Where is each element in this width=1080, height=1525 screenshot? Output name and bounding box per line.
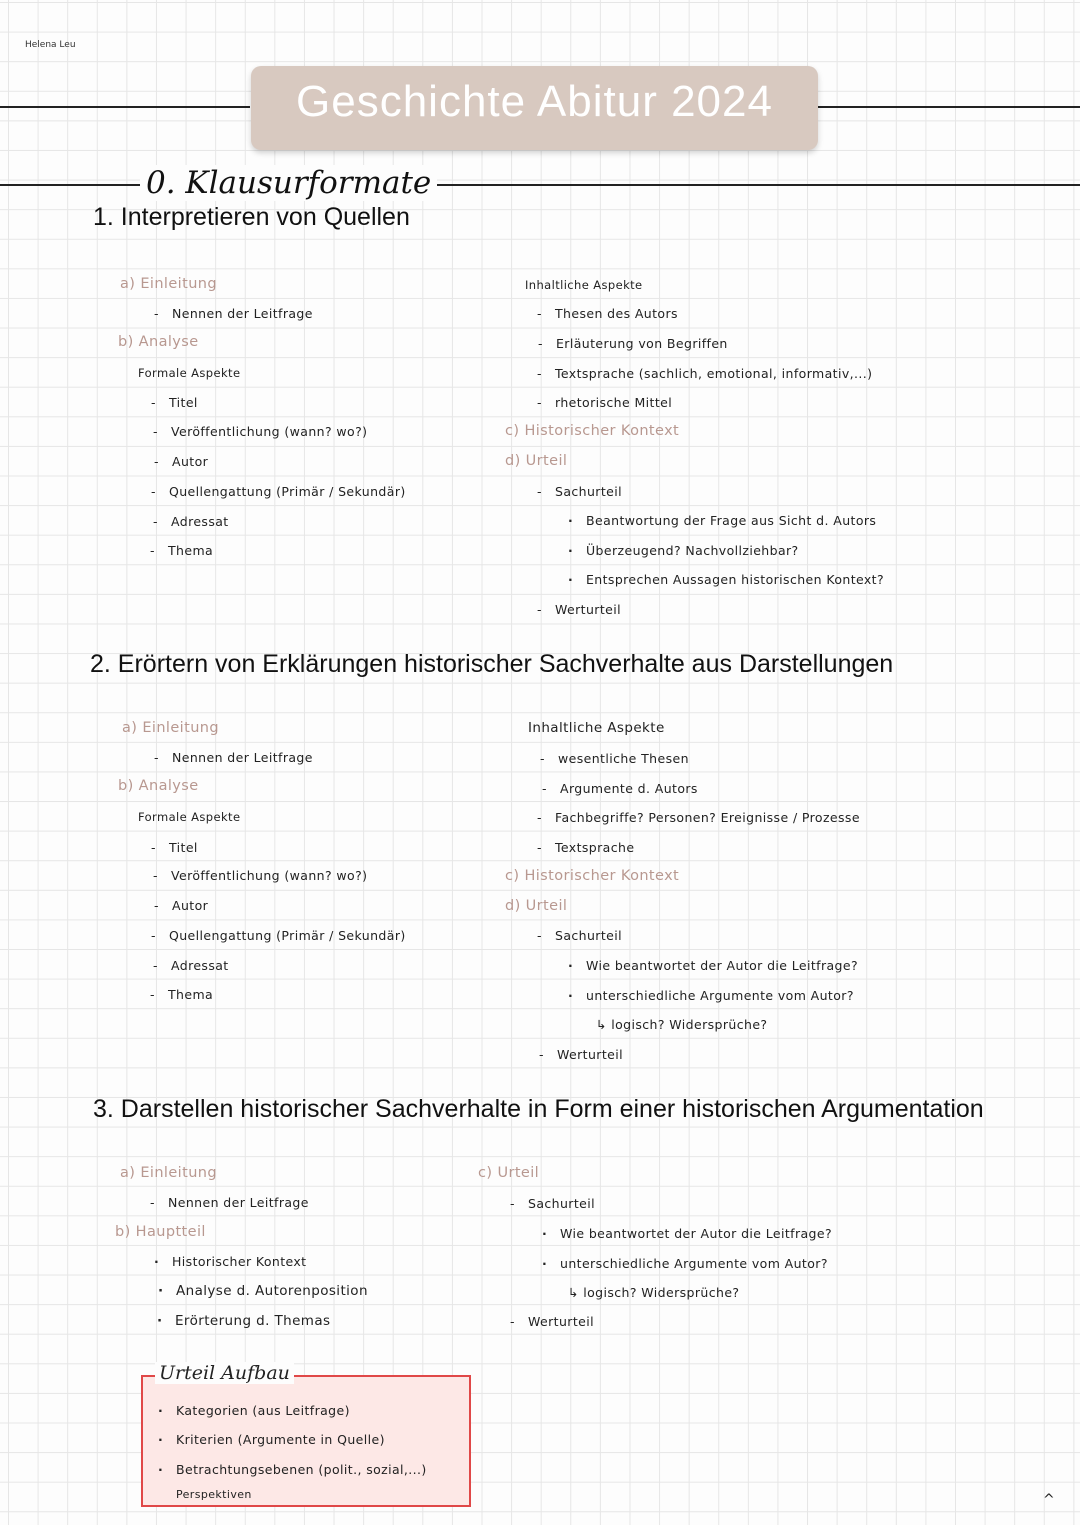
s3-hauptteil: b) Hauptteil [115, 1224, 206, 1240]
s2-formal-item: - Autor [172, 898, 208, 913]
s1-sachurteil: - Sachurteil [555, 484, 622, 499]
section-3-heading: 3. Darstellen historischer Sachverhalte in Form einer historischen Argumentation [93, 1095, 984, 1123]
s2-inhaltliche-aspekte: Inhaltliche Aspekte [528, 720, 665, 736]
page-title-banner: Geschichte Abitur 2024 [251, 66, 818, 150]
section-2-heading: 2. Erörtern von Erklärungen historischer Sachverhalte aus Darstellungen [90, 650, 894, 678]
s1-sachurteil-item: · Überzeugend? Nachvollziehbar? [586, 543, 799, 558]
s2-historischer-kontext: c) Historischer Kontext [505, 868, 680, 884]
s2-sachurteil-item: · unterschiedliche Argumente vom Autor? [586, 988, 854, 1003]
urteil-aufbau-title: Urteil Aufbau [155, 1362, 294, 1384]
s3-sachurteil-note: ↳ logisch? Widersprüche? [568, 1285, 740, 1300]
s2-sachurteil-note: ↳ logisch? Widersprüche? [596, 1017, 768, 1032]
s1-urteil: d) Urteil [505, 453, 568, 469]
s2-inhalt-item: - wesentliche Thesen [558, 751, 689, 766]
s1-formal-item: - Adressat [171, 514, 229, 529]
s2-inhalt-item: - Textsprache [555, 840, 634, 855]
s1-formal-item: - Veröffentlichung (wann? wo?) [171, 424, 367, 439]
s1-inhalt-item: - rhetorische Mittel [555, 395, 672, 410]
section-1-heading: 1. Interpretieren von Quellen [93, 203, 410, 231]
s1-einleitung: a) Einleitung [120, 276, 217, 292]
s1-sachurteil-item: · Beantwortung der Frage aus Sicht d. Autors [586, 513, 876, 528]
s2-inhalt-item: - Argumente d. Autors [560, 781, 698, 796]
s2-analyse: b) Analyse [118, 778, 199, 794]
s2-sachurteil-item: · Wie beantwortet der Autor die Leitfrage? [586, 958, 858, 973]
s2-inhalt-item: - Fachbegriffe? Personen? Ereignisse / Prozesse [555, 810, 860, 825]
author-name: Helena Leu [25, 40, 76, 50]
s2-formal-item: - Titel [169, 840, 198, 855]
urteil-aufbau-item: · Kategorien (aus Leitfrage) [176, 1403, 350, 1418]
s1-formal-item: - Quellengattung (Primär / Sekundär) [169, 484, 406, 499]
s1-inhalt-item: - Thesen des Autors [555, 306, 678, 321]
s1-leitfrage: - Nennen der Leitfrage [172, 306, 313, 321]
s2-leitfrage: - Nennen der Leitfrage [172, 750, 313, 765]
s1-formal-item: - Titel [169, 395, 198, 410]
s2-urteil: d) Urteil [505, 898, 568, 914]
section-title: 0. Klausurformate [140, 165, 437, 201]
top-rule-right [818, 106, 1080, 108]
s3-hauptteil-item: · Erörterung d. Themas [175, 1313, 330, 1329]
s1-historischer-kontext: c) Historischer Kontext [505, 423, 680, 439]
s3-sachurteil-item: · unterschiedliche Argumente vom Autor? [560, 1256, 828, 1271]
s1-werturteil: - Werturteil [555, 602, 621, 617]
s2-formal-item: - Adressat [171, 958, 229, 973]
urteil-aufbau-item: · Betrachtungsebenen (polit., sozial,...) [176, 1462, 427, 1477]
s3-urteil: c) Urteil [478, 1165, 540, 1181]
s2-werturteil: - Werturteil [557, 1047, 623, 1062]
s1-formal-item: - Thema [168, 543, 213, 558]
s1-sachurteil-item: · Entsprechen Aussagen historischen Kontext? [586, 572, 884, 587]
s2-formal-item: - Veröffentlichung (wann? wo?) [171, 868, 367, 883]
s1-inhalt-item: - Textsprache (sachlich, emotional, informativ,...) [555, 366, 872, 381]
urteil-aufbau-item: Perspektiven [176, 1488, 252, 1501]
s3-leitfrage: - Nennen der Leitfrage [168, 1195, 309, 1210]
s2-sachurteil: - Sachurteil [555, 928, 622, 943]
s3-hauptteil-item: · Historischer Kontext [172, 1254, 306, 1269]
s2-formal-item: - Quellengattung (Primär / Sekundär) [169, 928, 406, 943]
corner-mark: ^ [1043, 1492, 1055, 1508]
s1-inhaltliche-aspekte: Inhaltliche Aspekte [525, 278, 643, 292]
s3-hauptteil-item: · Analyse d. Autorenposition [176, 1283, 368, 1299]
urteil-aufbau-item: · Kriterien (Argumente in Quelle) [176, 1432, 385, 1447]
top-rule-left [0, 106, 250, 108]
s2-einleitung: a) Einleitung [122, 720, 219, 736]
s3-einleitung: a) Einleitung [120, 1165, 217, 1181]
s1-formal-item: - Autor [172, 454, 208, 469]
s3-werturteil: - Werturteil [528, 1314, 594, 1329]
s2-formal-item: - Thema [168, 987, 213, 1002]
s3-sachurteil-item: · Wie beantwortet der Autor die Leitfrage? [560, 1226, 832, 1241]
s1-analyse: b) Analyse [118, 334, 199, 350]
s2-formale-aspekte: Formale Aspekte [138, 810, 241, 824]
s3-sachurteil: - Sachurteil [528, 1196, 595, 1211]
s1-inhalt-item: - Erläuterung von Begriffen [556, 336, 728, 351]
s1-formale-aspekte: Formale Aspekte [138, 366, 241, 380]
